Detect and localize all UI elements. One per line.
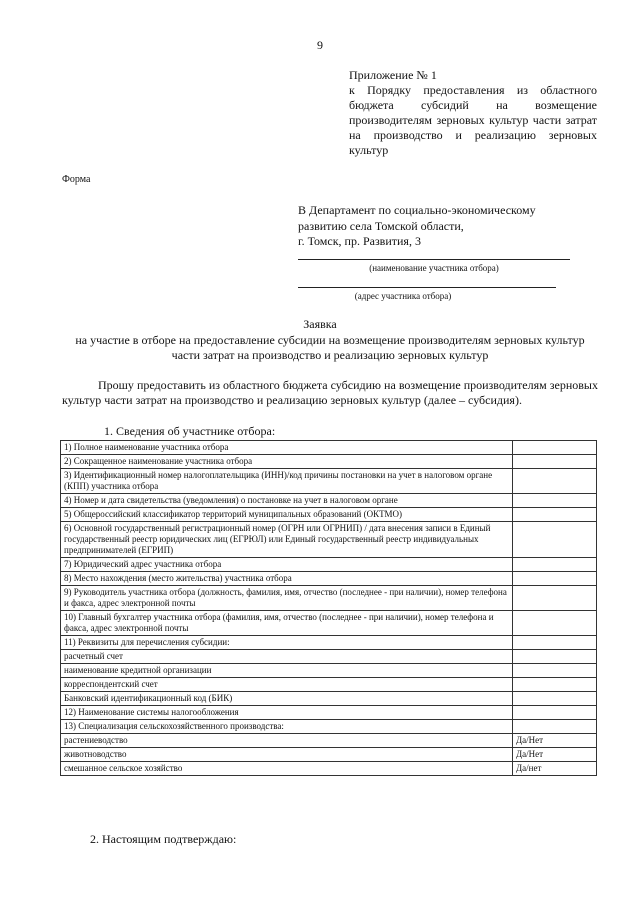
appendix-text: к Порядку предоставления из областного бюджета субсидий на возмещение производителям зерновых культур части затрат на производство и реализацию зерновых культур [349,83,597,157]
row-value [513,636,597,650]
table-row [61,636,597,650]
addressee-line: В Департамент по социально-экономическому [298,203,536,217]
row-label: смешанное сельское хозяйство [61,762,513,776]
row-value: Да/Нет [513,748,597,762]
row-value [513,522,597,558]
row-label: 5) Общероссийский классификатор территорий муниципальных образований (ОКТМО) [61,508,513,522]
row-value: Да/нет [513,762,597,776]
row-value [513,692,597,706]
table-row [61,611,597,636]
section-2-title: 2. Настоящим подтверждаю: [90,832,237,846]
row-label: 9) Руководитель участника отбора (должность, фамилия, имя, отчество (последнее - при наличии), номер телефона и факса, адрес электронной почты [61,586,513,611]
addressee-block [298,203,588,250]
row-value [513,469,597,494]
row-label: корреспондентский счет [61,678,513,692]
row-value [513,455,597,469]
page-number: 9 [317,38,323,52]
row-label: расчетный счет [61,650,513,664]
row-label: 11) Реквизиты для перечисления субсидии: [61,636,513,650]
participant-address-line [298,287,556,288]
row-label: 13) Специализация сельскохозяйственного производства: [61,720,513,734]
table-row [61,455,597,469]
row-value [513,678,597,692]
table-row [61,748,597,762]
table-row [61,508,597,522]
table-row [61,762,597,776]
row-value [513,664,597,678]
table-row [61,469,597,494]
document-subtitle: на участие в отборе на предоставление субсидии на возмещение производителям зерновых культур части затрат на производство и реализацию зерновых культур [75,333,585,362]
row-label: 4) Номер и дата свидетельства (уведомления) о постановке на учет в налоговом органе [61,494,513,508]
appendix-title: Приложение № 1 [349,68,437,82]
section-1-title: 1. Сведения об участнике отбора: [104,424,276,438]
row-label: 1) Полное наименование участника отбора [61,441,513,455]
table-row [61,734,597,748]
row-label: 2) Сокращенное наименование участника отбора [61,455,513,469]
table-row [61,522,597,558]
table-row [61,692,597,706]
row-label: 3) Идентификационный номер налогоплательщика (ИНН)/код причины постановки на учет в налоговом органе (КПП) участника отбора [61,469,513,494]
appendix-block [349,68,597,158]
table-row [61,706,597,720]
table-row [61,586,597,611]
form-label: Форма [62,174,91,185]
row-value [513,508,597,522]
participant-info-table [60,440,597,776]
document-title: Заявка [303,317,337,331]
table-row [61,572,597,586]
addressee-line: г. Томск, пр. Развития, 3 [298,234,421,248]
row-label: 6) Основной государственный регистрационный номер (ОГРН или ОГРНИП) / дата внесения записи в Единый государственный реестр юридических лиц (ЕГРЮЛ) или Единый государственный реестр индивидуальных предпринимателей (ЕГРИП) [61,522,513,558]
table-row [61,441,597,455]
row-label: наименование кредитной организации [61,664,513,678]
participant-name-line [298,259,570,260]
table-row [61,678,597,692]
table-row [61,664,597,678]
row-value [513,720,597,734]
row-value [513,441,597,455]
row-label: 8) Место нахождения (место жительства) участника отбора [61,572,513,586]
row-value [513,586,597,611]
table-row [61,558,597,572]
addressee-line: развитию села Томской области, [298,218,464,233]
row-label: 7) Юридический адрес участника отбора [61,558,513,572]
table-row [61,720,597,734]
table-row [61,650,597,664]
row-value [513,706,597,720]
row-value [513,650,597,664]
row-label: животноводство [61,748,513,762]
row-label: растениеводство [61,734,513,748]
request-paragraph: Прошу предоставить из областного бюджета субсидию на возмещение производителям зерновых культур части затрат на производство и реализацию зерновых культур (далее – субсидия). [62,378,598,407]
row-value [513,572,597,586]
row-value: Да/Нет [513,734,597,748]
row-value [513,494,597,508]
row-label: Банковский идентификационный код (БИК) [61,692,513,706]
participant-name-caption: (наименование участника отбора) [369,263,499,273]
row-label: 12) Наименование системы налогообложения [61,706,513,720]
row-value [513,611,597,636]
participant-address-caption: (адрес участника отбора) [354,291,452,301]
table-row [61,494,597,508]
row-label: 10) Главный бухгалтер участника отбора (фамилия, имя, отчество (последнее - при наличии), номер телефона и факса, адрес электронной почты [61,611,513,636]
row-value [513,558,597,572]
